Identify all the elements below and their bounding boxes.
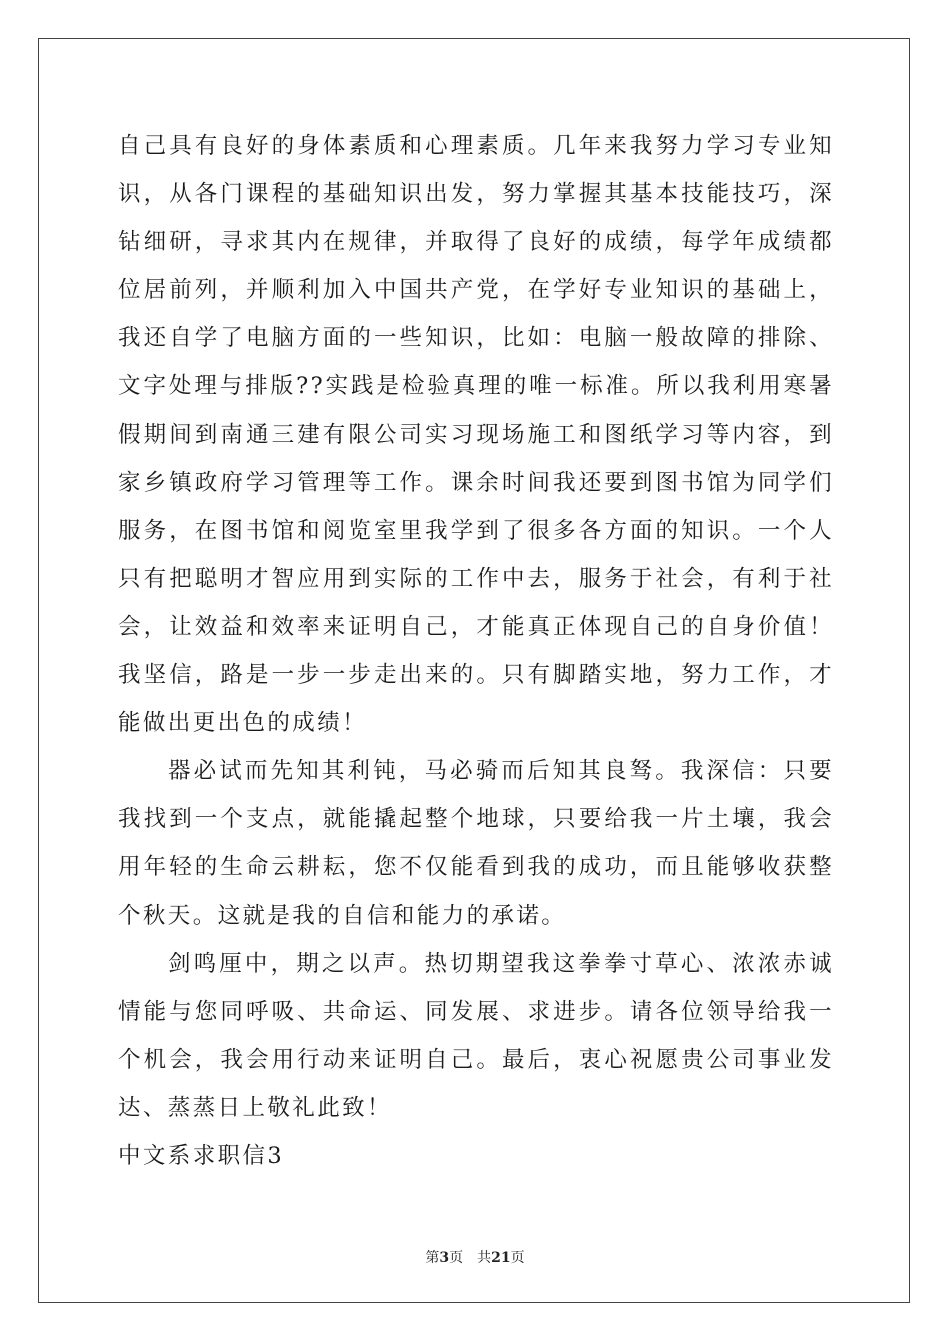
section-heading: 中文系求职信3 — [118, 1142, 285, 1169]
page-prefix: 第 — [425, 1250, 440, 1266]
page-suffix: 页 — [449, 1250, 464, 1266]
paragraph-3: 剑鸣厘中，期之以声。热切期望我这拳拳寸草心、浓浓赤诚情能与您同呼吸、共命运、同发展、求进步。请各位领导给我一个机会，我会用行动来证明自己。最后，衷心祝愿贵公司事业发达、蒸蒸日上敬礼此致！ — [118, 950, 834, 1121]
total-suffix: 页 — [510, 1250, 525, 1266]
document-body — [118, 122, 834, 1180]
total-prefix: 共 — [477, 1250, 492, 1266]
current-page-number: 3 — [439, 1250, 450, 1266]
paragraph-2: 器必试而先知其利钝，马必骑而后知其良驽。我深信：只要我找到一个支点，就能撬起整个地球，只要给我一片土壤，我会用年轻的生命云耕耘，您不仅能看到我的成功，而且能够收获整个秋天。这就是我的自信和能力的承诺。 — [118, 758, 834, 929]
total-page-count: 21 — [491, 1250, 511, 1266]
page-footer — [0, 1247, 950, 1267]
paragraph-1: 自己具有良好的身体素质和心理素质。几年来我努力学习专业知识，从各门课程的基础知识出发，努力掌握其基本技能技巧，深钻细研，寻求其内在规律，并取得了良好的成绩，每学年成绩都位居前列，并顺利加入中国共产党，在学好专业知识的基础上，我还自学了电脑方面的一些知识，比如：电脑一般故障的排除、文字处理与排版??实践是检验真理的唯一标准。所以我利用寒暑假期间到南通三建有限公司实习现场施工和图纸学习等内容，到家乡镇政府学习管理等工作。课余时间我还要到图书馆为同学们服务，在图书馆和阅览室里我学到了很多各方面的知识。一个人只有把聪明才智应用到实际的工作中去，服务于社会，有利于社会，让效益和效率来证明自己，才能真正体现自己的自身价值！我坚信，路是一步一步走出来的。只有脚踏实地，努力工作，才能做出更出色的成绩！ — [118, 133, 834, 737]
